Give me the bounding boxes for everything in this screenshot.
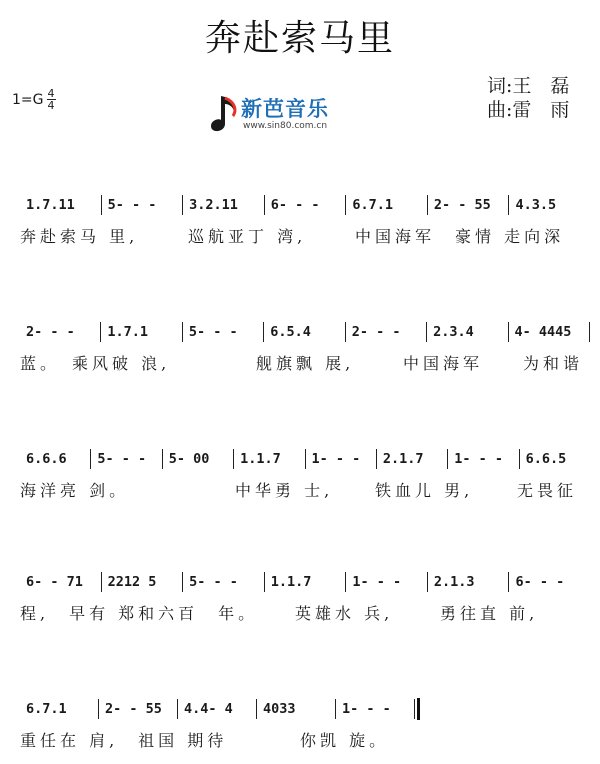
measure: 5- 00 [168,451,210,467]
score-line-3 [20,444,590,514]
measure: 3.2.11 [189,197,238,213]
measure: 4- 4445 [514,324,572,340]
measure: 6- - 71 [26,574,83,590]
notation-row [20,694,420,724]
logo-url: www.sin80.com.cn [243,121,328,131]
lyric: 重任在 肩, 祖国 期待 [20,731,228,750]
measure: 1- - - [311,451,361,467]
time-signature: $\frac{4}{4}$ [47,87,55,112]
lyric: 程, 早有 郑和六百 年。 [20,604,259,623]
measure: 6.5.4 [270,324,311,340]
score-line-2 [20,317,590,387]
measure: 1- - - [454,451,504,467]
notation-row [20,317,590,347]
measure: 1.1.7 [270,574,312,590]
lyricist: 词:王 磊 [487,75,570,97]
score-line-4 [20,567,590,637]
measure: 1.7.11 [26,197,75,213]
lyric: 舰旗飘 展, [256,354,355,373]
notation-row [20,567,590,597]
measure: 2- - - [26,324,75,340]
measure: 6.6.6 [26,451,67,467]
song-title: 奔赴索马里 [204,18,395,59]
lyric: 中华勇 士, [235,481,334,500]
measure: 2.1.7 [382,451,424,467]
measure: 1- - - [342,701,391,717]
site-logo [207,92,347,138]
lyric: 你凯 旋。 [300,731,390,750]
measure: 5- - - [189,574,238,590]
credits [487,74,569,122]
lyric: 奔赴索马 里, [20,227,139,246]
final-barline [417,698,420,720]
lyric: 巡航亚丁 湾, [188,227,307,246]
measure: 2- - 55 [105,701,162,717]
measure: 5- - - [188,324,238,340]
measure: 6.7.1 [352,197,393,213]
measure: 5- - - [107,197,157,213]
lyric: 英雄水 兵, [295,604,394,623]
composer: 曲:雷 雨 [487,99,570,121]
lyric: 中国海军 为和谐 [403,354,584,373]
notation-row [20,190,590,220]
measure: 1- - - [352,574,402,590]
measure: 2- - - [351,324,401,340]
measure: 6- - - [515,574,565,590]
measure: 5- - - [97,451,147,467]
measure: 6- - - [270,197,320,213]
measure: 6.6.5 [525,451,567,467]
measure: 1.7.1 [107,324,149,340]
score-line-5 [20,694,420,764]
lyric: 无畏征 [517,481,578,500]
lyric: 铁血儿 男, [375,481,474,500]
measure: 2- - 55 [433,197,491,213]
measure: 2.1.3 [433,574,475,590]
lyric: 中国海军 豪情 走向深 [355,227,565,246]
measure: 2212 5 [107,574,157,590]
score-line-1 [20,190,590,260]
measure: 1.1.7 [240,451,281,467]
logo-text: 新芭音乐 [241,97,329,121]
key-signature [12,88,56,111]
measure: 4033 [263,701,296,717]
music-note-icon [207,92,241,136]
measure: 2.3.4 [433,324,474,340]
measure: 6.7.1 [26,701,67,717]
lyric: 海洋亮 剑。 [20,481,130,500]
measure: 4.4- 4 [184,701,233,717]
measure: 4.3.5 [515,197,557,213]
notation-row [20,444,590,474]
key-label: 1=G [12,91,44,108]
lyric: 勇往直 前, [440,604,539,623]
lyric: 蓝。 乘风破 浪, [20,354,171,373]
